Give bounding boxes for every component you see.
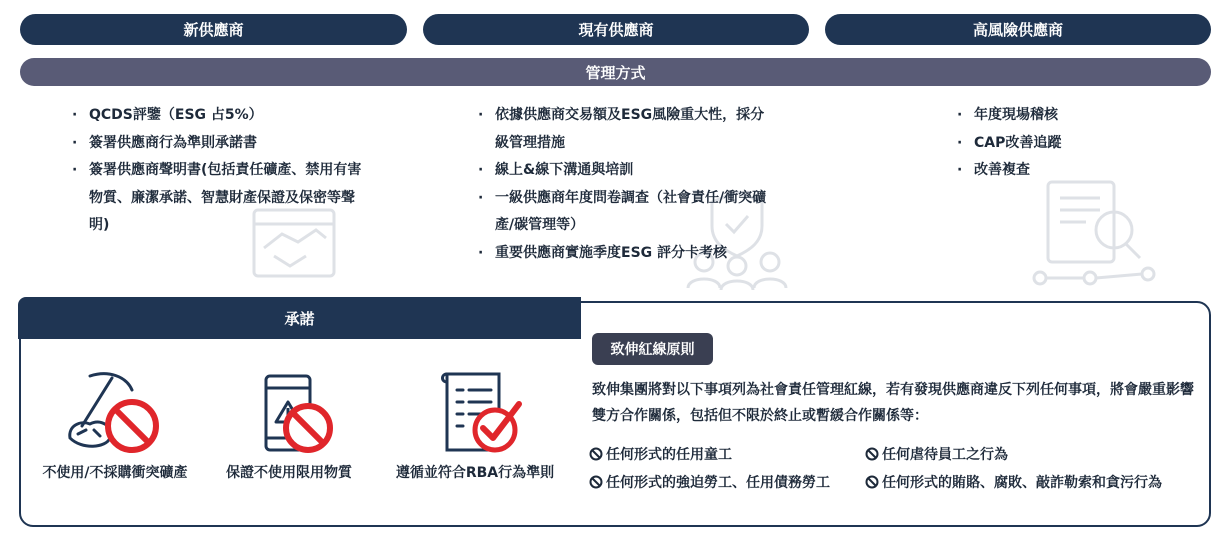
prohibited-icon [589, 475, 603, 489]
document-check-icon [415, 368, 535, 458]
new-supplier-item: · QCDS評鑒（ESG 占5%） [72, 102, 362, 130]
high-risk-item: · CAP改善追蹤 [957, 130, 1197, 158]
existing-supplier-item: · 一級供應商年度問卷調查（社會責任/衝突礦產/碳管理等） [478, 185, 768, 240]
new-supplier-item: · 簽署供應商行為準則承諾書 [72, 130, 362, 158]
existing-supplier-item: · 重要供應商實施季度ESG 評分卡考核 [478, 240, 768, 268]
commitment-item-conflict-minerals [30, 368, 200, 482]
red-line-item [589, 444, 732, 464]
header-high-risk-label: 高風險供應商 [972, 21, 1063, 39]
existing-supplier-column [478, 102, 768, 267]
header-existing-label: 現有供應商 [578, 21, 654, 39]
new-supplier-column [72, 102, 362, 240]
prohibited-icon [865, 475, 879, 489]
commitment-item-restricted-substances [214, 368, 364, 482]
header-new-suppliers [20, 14, 407, 45]
commitment-title: 承諾 [284, 309, 315, 328]
red-line-item-label: 任何虐待員工之行為 [882, 447, 1008, 463]
red-line-item-label: 任何形式的強迫勞工、任用債務勞工 [606, 475, 830, 491]
red-line-item [865, 444, 1008, 464]
hazard-barrel-prohibited-icon [234, 368, 344, 458]
management-bar [20, 58, 1211, 86]
header-existing-suppliers [423, 14, 809, 45]
commitment-label: 遵循並符合RBA行為準則 [395, 465, 555, 481]
management-label: 管理方式 [585, 63, 646, 82]
new-supplier-item: · 簽署供應商聲明書(包括責任礦產、禁用有害物質、廉潔承諾、智慧財產保證及保密等聲明) [72, 157, 362, 240]
high-risk-item: · 改善複查 [957, 157, 1197, 185]
existing-supplier-item: · 線上&線下溝通與培訓 [478, 157, 768, 185]
commitment-item-rba-code [385, 368, 565, 482]
red-line-item-label: 任何形式的賄賂、腐敗、敲詐勒索和貪污行為 [882, 475, 1162, 491]
red-line-item [589, 472, 830, 492]
high-risk-supplier-column [957, 102, 1197, 185]
commitment-label: 不使用/不採購衝突礦產 [42, 465, 188, 481]
commitment-label: 保證不使用限用物質 [226, 465, 352, 481]
high-risk-item: · 年度現場稽核 [957, 102, 1197, 130]
red-line-item-label: 任何形式的任用童工 [606, 447, 732, 463]
audit-report-icon [1030, 178, 1162, 288]
header-new-label: 新供應商 [183, 21, 244, 39]
existing-supplier-item: · 依據供應商交易額及ESG風險重大性，採分級管理措施 [478, 102, 768, 157]
red-line-title-tag [592, 333, 713, 365]
commitment-header [18, 297, 581, 339]
red-line-item [865, 472, 1162, 492]
prohibited-icon [589, 447, 603, 461]
prohibited-icon [865, 447, 879, 461]
red-line-description: 致伸集團將對以下事項列為社會責任管理紅線，若有發現供應商違反下列任何事項，將會嚴重影響雙方合作關係，包括但不限於終止或暫緩合作關係等： [592, 382, 1194, 424]
red-line-title: 致伸紅線原則 [610, 342, 695, 358]
header-high-risk-suppliers [825, 14, 1211, 45]
pickaxe-prohibited-icon [60, 368, 170, 458]
